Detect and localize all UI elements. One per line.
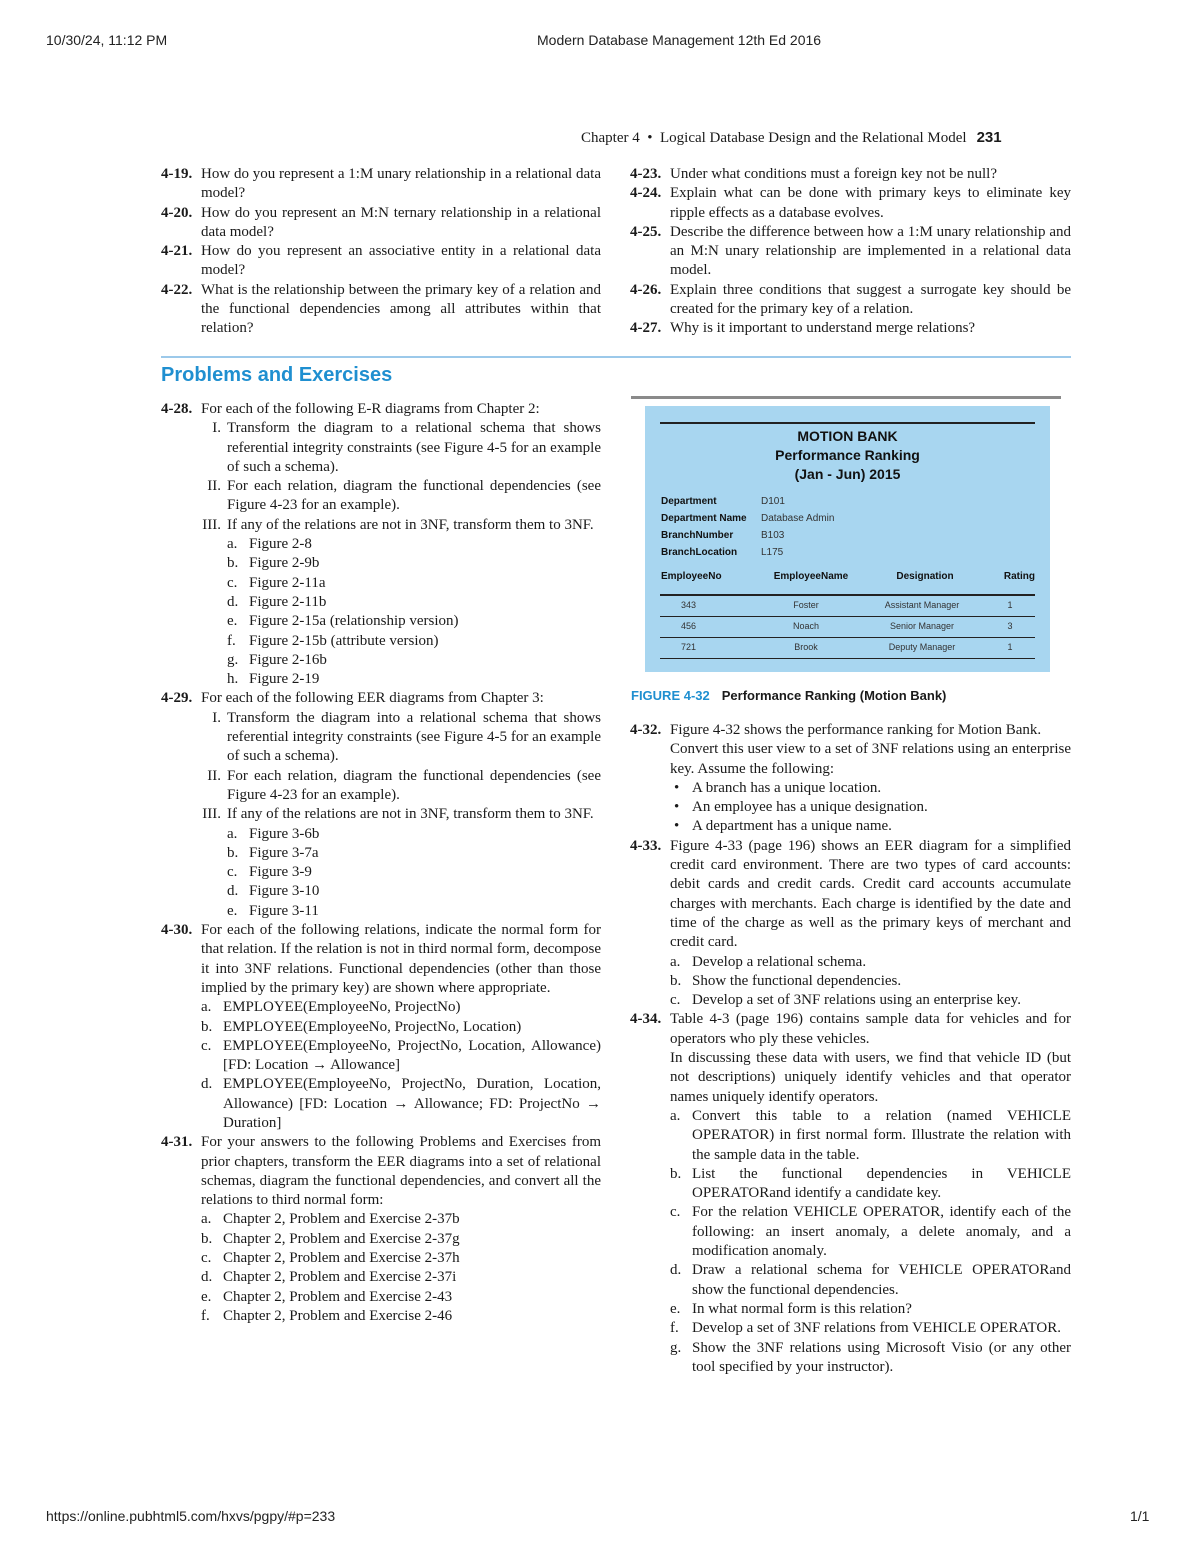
column-header: Designation (896, 571, 954, 582)
problem-4-33 (630, 837, 1071, 1011)
item-text: Figure 3-9 (249, 864, 312, 881)
item-letter: d. (227, 593, 239, 610)
question-number: 4-27. (630, 320, 662, 337)
step-numeral: I. (212, 420, 221, 437)
question-number: 4-22. (161, 281, 193, 298)
review-questions-left (161, 165, 601, 339)
list-item (201, 1288, 601, 1307)
list-item (201, 998, 601, 1017)
item-text: Develop a set of 3NF relations from VEHICLE OPERATOR. (692, 1320, 1061, 1337)
list-item (670, 1319, 1071, 1338)
step-text: For each relation, diagram the functional dependencies (see Figure 4-23 for an example). (227, 767, 601, 803)
item-letter: d. (670, 1262, 682, 1279)
step-numeral: I. (212, 709, 221, 726)
column-header: EmployeeName (773, 571, 849, 582)
item-text: Develop a set of 3NF relations using an enterprise key. (692, 992, 1021, 1009)
field-label: Department Name (661, 513, 747, 524)
step-numeral: II. (207, 478, 221, 495)
item-text: Figure 2-19 (249, 671, 320, 688)
item-text: Figure 2-16b (249, 651, 327, 668)
problem-paragraph: In discussing these data with users, we find that vehicle ID (but not descriptions) uniquely identify vehicles and that operator names uniquely identify operators. (670, 1050, 1071, 1105)
print-datetime: 10/30/24, 11:12 PM (46, 32, 168, 48)
item-text: Chapter 2, Problem and Exercise 2-37g (223, 1230, 460, 1247)
problem-4-28 (161, 400, 601, 689)
list-item (227, 632, 601, 651)
field-value: Database Admin (761, 513, 835, 524)
step-text: If any of the relations are not in 3NF, transform them to 3NF. (227, 516, 594, 533)
step-numeral: III. (202, 516, 221, 533)
item-letter: c. (227, 574, 238, 591)
table-cell: Deputy Manager (888, 642, 956, 652)
list-item (670, 991, 1071, 1010)
print-doc-title: Modern Database Management 12th Ed 2016 (537, 32, 822, 48)
item-letter: e. (201, 1288, 212, 1305)
review-question (161, 281, 601, 339)
list-item (227, 612, 601, 631)
item-letter: g. (227, 651, 239, 668)
instruction-step (201, 709, 601, 767)
problem-number: 4-31. (161, 1134, 193, 1151)
item-text: List the functional dependencies in VEHICLE OPERATORand identify a candidate key. (692, 1165, 1071, 1202)
item-text: Figure 3-7a (249, 844, 319, 861)
list-item (201, 1075, 601, 1133)
step-text: Transform the diagram to a relational schema that shows referential integrity constraints (see Figure 4-5 for an example of such a schema). (227, 420, 601, 475)
list-item (201, 1037, 601, 1076)
question-number: 4-24. (630, 185, 662, 202)
running-head (581, 129, 1071, 147)
instruction-step (201, 805, 601, 824)
question-number: 4-26. (630, 281, 662, 298)
item-text: Figure 2-15b (attribute version) (249, 632, 439, 649)
problem-4-30 (161, 921, 601, 1133)
item-letter: e. (227, 613, 238, 630)
item-letter: a. (201, 999, 212, 1016)
table-cell: 456 (680, 621, 697, 631)
problem-number: 4-28. (161, 401, 193, 417)
item-letter: a. (227, 536, 238, 553)
step-text: Transform the diagram into a relational schema that shows referential integrity constraints (see Figure 4-5 for an example of such a schema). (227, 709, 601, 765)
question-number: 4-25. (630, 223, 662, 240)
item-letter: c. (670, 1204, 681, 1221)
list-item (670, 1107, 1071, 1165)
item-letter: b. (201, 1230, 213, 1247)
instruction-step (201, 767, 601, 806)
review-question (630, 184, 1071, 223)
item-letter: f. (227, 632, 236, 649)
problem-4-32 (630, 721, 1071, 837)
table-cell: 1 (1007, 600, 1013, 610)
list-item (227, 554, 601, 573)
question-text: Why is it important to understand merge relations? (670, 320, 976, 337)
print-page-count: 1/1 (1130, 1508, 1150, 1524)
problem-intro: For each of the following relations, indicate the normal form for that relation. If the relation is not in third normal form, decompose it into 3NF relations. Functional dependencies (other than those implied by the primary key) are shown where appropriate. (201, 922, 601, 996)
problems-left-column (161, 400, 601, 1326)
item-text: Show the functional dependencies. (692, 972, 902, 989)
question-text: Under what conditions must a foreign key not be null? (670, 166, 998, 182)
problems-right-column (630, 721, 1071, 1377)
list-item (227, 825, 601, 844)
item-letter: f. (670, 1320, 679, 1337)
field-label: BranchLocation (661, 547, 738, 558)
table-header-rule (660, 594, 1035, 596)
item-letter: b. (227, 555, 239, 572)
item-letter: c. (227, 864, 238, 881)
question-text: How do you represent an M:N ternary relationship in a relational data model? (201, 204, 601, 240)
problem-intro: Figure 4-33 (page 196) shows an EER diagram for a simplified credit card environment. There are two types of card accounts: debit cards and credit cards. Credit card accounts accumulate charges with merchants. Each charge is identified by the date and time of the charge as well as the primary keys of merchant and credit card. (670, 837, 1071, 951)
list-item (670, 1165, 1071, 1204)
figure-top-rule (660, 422, 1035, 424)
item-text: Show the 3NF relations using Microsoft Visio (or any other tool specified by your instructor). (692, 1339, 1071, 1375)
step-numeral: II. (207, 767, 221, 784)
list-item (201, 1210, 601, 1229)
question-text: How do you represent an associative entity in a relational data model? (201, 243, 601, 279)
problem-intro: For each of the following E-R diagrams from Chapter 2: (201, 401, 540, 417)
problem-intro: Table 4-3 (page 196) contains sample data for vehicles and for operators who ply these vehicles. (670, 1011, 1071, 1047)
list-item (227, 844, 601, 863)
review-question (630, 319, 1071, 338)
field-value: B103 (761, 530, 785, 541)
list-item (227, 535, 601, 554)
item-text: Figure 2-8 (249, 536, 312, 553)
item-text: Chapter 2, Problem and Exercise 2-37h (223, 1250, 460, 1267)
item-text: EMPLOYEE(EmployeeNo, ProjectNo, Location, Allowance) [FD: Location → Allowance] (223, 1037, 601, 1074)
item-text: Figure 2-11a (249, 574, 326, 591)
list-item (670, 1300, 1071, 1319)
list-item (227, 651, 601, 670)
row-rule (660, 658, 1035, 659)
table-cell: Noach (792, 621, 819, 631)
table-cell: Brook (794, 642, 818, 652)
list-item (201, 1307, 601, 1326)
field-label: BranchNumber (661, 530, 734, 541)
problem-4-31 (161, 1133, 601, 1326)
item-letter: c. (670, 992, 681, 1009)
list-item (670, 1339, 1071, 1378)
step-numeral: III. (202, 806, 221, 823)
question-text: Describe the difference between how a 1:M unary relationship and an M:N unary relationship are implemented in a relational data model. (670, 223, 1071, 279)
section-title: Problems and Exercises (161, 364, 393, 386)
bullet-item: • An employee has a unique designation. (670, 798, 1071, 817)
review-question (630, 223, 1071, 281)
item-text: Convert this table to a relation (named VEHICLE OPERATOR) in first normal form. Illustrate the relation with the sample data in the table. (692, 1107, 1071, 1163)
section-divider (161, 356, 1071, 358)
column-header: EmployeeNo (661, 571, 722, 582)
item-text: EMPLOYEE(EmployeeNo, ProjectNo) (223, 999, 461, 1016)
table-cell: Foster (793, 600, 819, 610)
instruction-step (201, 477, 601, 516)
item-text: In what normal form is this relation? (692, 1300, 912, 1317)
item-text: Figure 2-11b (249, 593, 327, 610)
row-rule (660, 616, 1035, 617)
list-item (227, 902, 601, 921)
print-url[interactable]: https://online.pubhtml5.com/hxvs/pgpy/#p=233 (46, 1508, 336, 1524)
problem-number: 4-29. (161, 690, 193, 707)
item-text: Figure 3-11 (249, 902, 319, 919)
item-letter: c. (201, 1037, 212, 1054)
figure-caption-label: FIGURE 4-32 (631, 688, 710, 703)
item-letter: c. (201, 1250, 212, 1267)
table-cell: Assistant Manager (884, 600, 960, 610)
step-text: For each relation, diagram the functional dependencies (see Figure 4-23 for an example). (227, 478, 601, 514)
item-letter: b. (670, 972, 682, 989)
review-question (161, 242, 601, 281)
figure-period: (Jan - Jun) 2015 (794, 466, 901, 482)
question-text: What is the relationship between the primary key of a relation and the functional dependencies among all attributes within that relation? (201, 281, 601, 337)
field-value: L175 (761, 547, 784, 558)
chapter-title: Chapter 4 • Logical Database Design and the Relational Model (581, 130, 967, 146)
item-letter: b. (227, 844, 239, 861)
list-item (201, 1249, 601, 1268)
item-letter: b. (201, 1018, 213, 1035)
field-label: Department (661, 496, 717, 507)
question-number: 4-21. (161, 243, 193, 260)
problem-4-34 (630, 1010, 1071, 1377)
problem-4-29 (161, 689, 601, 921)
list-item (670, 953, 1071, 972)
review-question (630, 165, 1071, 184)
list-item (227, 574, 601, 593)
list-item (670, 972, 1071, 991)
column-header: Rating (1003, 571, 1035, 582)
item-text: Chapter 2, Problem and Exercise 2-37b (223, 1211, 460, 1228)
question-text: Explain three conditions that suggest a surrogate key should be created for the primary key of a relation. (670, 281, 1071, 318)
item-letter: d. (227, 883, 239, 900)
review-question (161, 165, 601, 204)
item-letter: e. (670, 1300, 681, 1317)
list-item (227, 670, 601, 689)
list-item (201, 1230, 601, 1249)
question-number: 4-19. (161, 166, 193, 182)
table-cell: Senior Manager (889, 621, 955, 631)
list-item (201, 1268, 601, 1287)
step-text: If any of the relations are not in 3NF, transform them to 3NF. (227, 806, 594, 823)
item-text: EMPLOYEE(EmployeeNo, ProjectNo, Location) (223, 1018, 522, 1035)
item-letter: g. (670, 1339, 682, 1356)
figure-bank-name: MOTION BANK (797, 428, 898, 444)
problem-number: 4-32. (630, 722, 662, 738)
item-text: Figure 3-10 (249, 883, 320, 900)
table-cell: 721 (680, 642, 697, 652)
item-text: Chapter 2, Problem and Exercise 2-46 (223, 1307, 453, 1324)
item-letter: e. (227, 902, 238, 919)
problem-intro: Figure 4-32 shows the performance ranking for Motion Bank. (670, 722, 1042, 738)
item-text: Chapter 2, Problem and Exercise 2-37i (223, 1269, 457, 1286)
question-number: 4-20. (161, 204, 193, 221)
instruction-step (201, 419, 601, 477)
table-cell: 3 (1007, 621, 1013, 631)
figure-caption-text: Performance Ranking (Motion Bank) (721, 688, 947, 703)
review-question (161, 204, 601, 243)
question-number: 4-23. (630, 166, 662, 182)
list-item (227, 863, 601, 882)
list-item (670, 1203, 1071, 1261)
page-number: 231 (976, 129, 1002, 146)
item-text: Figure 2-15a (relationship version) (249, 613, 459, 630)
problem-intro: For each of the following EER diagrams from Chapter 3: (201, 690, 544, 707)
item-text: Chapter 2, Problem and Exercise 2-43 (223, 1288, 453, 1305)
problem-paragraph: Convert this user view to a set of 3NF relations using an enterprise key. Assume the following: (670, 741, 1071, 777)
item-text: Figure 3-6b (249, 825, 320, 842)
list-item (670, 1261, 1071, 1300)
row-rule (660, 637, 1035, 638)
question-text: Explain what can be done with primary keys to eliminate key ripple effects as a database evolves. (670, 185, 1071, 221)
list-item (227, 882, 601, 901)
problem-number: 4-33. (630, 837, 662, 854)
item-letter: a. (227, 825, 238, 842)
item-letter: b. (670, 1165, 682, 1182)
table-cell: 343 (680, 600, 697, 610)
list-item (201, 1018, 601, 1037)
instruction-step (201, 516, 601, 535)
item-text: Figure 2-9b (249, 555, 320, 572)
item-text: For the relation VEHICLE OPERATOR, identify each of the following: an insert anomaly, a delete anomaly, and a modification anomaly. (692, 1204, 1071, 1260)
item-letter: d. (201, 1269, 213, 1286)
problem-number: 4-30. (161, 922, 193, 939)
item-text: Draw a relational schema for VEHICLE OPERATORand show the functional dependencies. (692, 1262, 1071, 1298)
item-text: EMPLOYEE(EmployeeNo, ProjectNo, Duration, Location, Allowance) [FD: Location → Allowance; FD: ProjectNo → Duration] (223, 1076, 601, 1131)
field-value: D101 (761, 496, 785, 507)
item-letter: a. (670, 1107, 681, 1124)
review-questions-right (630, 165, 1071, 339)
bullet-item: • A branch has a unique location. (670, 779, 1071, 798)
item-letter: f. (201, 1307, 210, 1324)
review-question (630, 281, 1071, 320)
item-text: Develop a relational schema. (692, 953, 867, 970)
problem-intro: For your answers to the following Problems and Exercises from prior chapters, transform the EER diagrams into a set of relational schemas, diagram the functional dependencies, and convert all the relations to third normal form: (201, 1134, 601, 1209)
item-letter: a. (670, 953, 681, 970)
figure-caption (631, 688, 946, 703)
question-text: How do you represent a 1:M unary relationship in a relational data model? (201, 166, 601, 202)
item-letter: d. (201, 1076, 213, 1093)
item-letter: a. (201, 1211, 212, 1228)
table-cell: 1 (1007, 642, 1013, 652)
bullet-item: • A department has a unique name. (670, 817, 1071, 836)
figure-title: Performance Ranking (775, 447, 920, 463)
list-item (227, 593, 601, 612)
problem-number: 4-34. (630, 1011, 662, 1028)
item-letter: h. (227, 671, 239, 688)
